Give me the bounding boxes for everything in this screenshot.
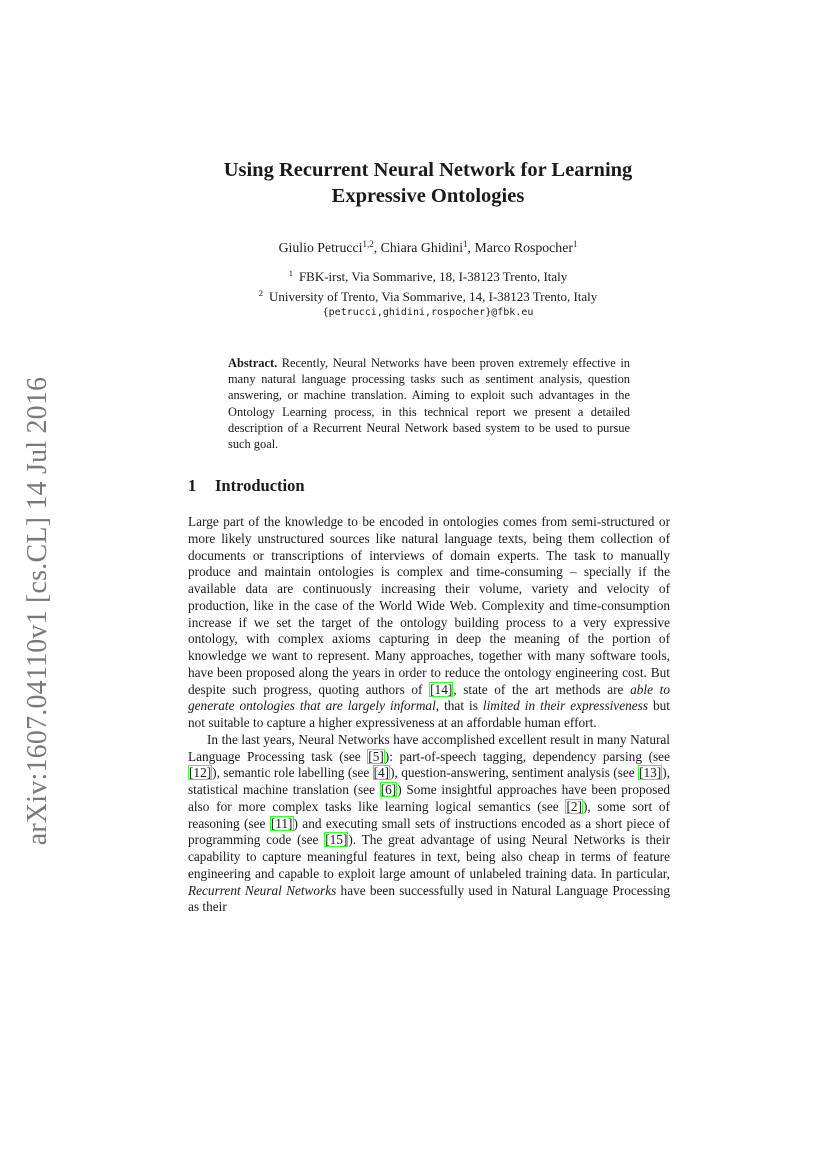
paragraph-2	[188, 732, 670, 916]
section-heading	[188, 476, 305, 496]
citation-link[interactable]: [5]	[368, 748, 384, 764]
emphasis: Recurrent Neural Networks	[188, 882, 337, 898]
text-run: ): part-of-speech tagging, dependency parsing (see	[384, 748, 670, 764]
affiliation-mark: 1	[288, 268, 293, 278]
abstract-label: Abstract.	[228, 356, 278, 370]
author-affil-mark: 1	[463, 239, 468, 249]
author-name: Giulio Petrucci	[278, 240, 363, 255]
citation-link[interactable]: [11]	[270, 815, 293, 831]
affiliation-mark: 2	[258, 288, 263, 298]
text-run: ), some sort of reasoning (see	[188, 798, 670, 831]
section-number: 1	[188, 476, 197, 495]
paragraph-1	[188, 514, 670, 732]
affiliation-1	[160, 265, 696, 285]
introduction-body	[188, 514, 670, 916]
text-run: In the last years, Neural Networks have accomplished excellent result in many Natural Language Processing task (see	[188, 731, 670, 764]
citation-link[interactable]: [12]	[189, 765, 212, 781]
text-run: ) Some insightful approaches have been proposed also for more complex tasks like learning logical semantics (see	[188, 782, 671, 814]
abstract-text: Recently, Neural Networks have been proven extremely effective in many natural language processing tasks such as sentiment analysis, question answering, or machine translation. Aiming to exploit such advantages in the Ontology Learning process, in this technical report we present a detailed description of a Recurrent Neural Network based system to be used to pursue such goal.	[228, 356, 630, 452]
text-run: , state of the art methods are	[453, 681, 631, 697]
text-run: ), question-answering, sentiment analysis (see	[390, 765, 639, 781]
affiliation-2	[160, 285, 696, 305]
author-separator: ,	[467, 240, 475, 255]
citation-link[interactable]: [15]	[325, 832, 348, 848]
author-affil-mark: 1,2	[362, 239, 374, 249]
text-run: ) and executing small sets of instructions encoded as a short piece of programming code (see	[188, 815, 670, 848]
text-run: but not suitable to capture a higher expressiveness at an affordable human effort.	[188, 698, 670, 730]
text-run: ). The great advantage of using Neural Networks is their capability to capture meaningful features in text, being also cheap in terms of feature engineering and capable to exploit large amount of unlabeled training data. In particular,	[188, 832, 671, 881]
abstract	[228, 355, 630, 452]
arxiv-identifier: arXiv:1607.04110v1 [cs.CL] 14 Jul 2016	[22, 376, 53, 846]
text-run: Large part of the knowledge to be encoded in ontologies comes from semi-structured or more likely unstructured sources like natural language texts, being them collection of documents or transcriptions of interviews of domain experts. The task to manually produce and maintain ontologies is complex and time-consuming – specially if the available data are continuously increasing their volume, variety and velocity of production, like in the case of the World Wide Web. Complexity and time-consumption increase if we set the target of the ontology building process to a very expressive ontology, with complex axioms capturing in deep the meaning of the portion of knowledge we want to represent. Many approaches, together with many software tools, have been proposed along the years in order to reduce the ontology engineering cost. But despite such progress, quoting authors of	[188, 514, 670, 697]
affiliations	[160, 265, 696, 321]
citation-link[interactable]: [2]	[566, 798, 582, 814]
text-run: ), semantic role labelling (see	[212, 765, 373, 781]
text-run: ), statistical machine translation (see	[188, 765, 670, 797]
text-run: have been successfully used in Natural Language Processing as their	[188, 882, 670, 915]
author-name: Chiara Ghidini	[380, 240, 464, 255]
emphasis: able to generate ontologies that are largely informal	[188, 681, 670, 714]
affiliation-text: University of Trento, Via Sommarive, 14, I-38123 Trento, Italy	[268, 289, 598, 304]
author-name: Marco Rospocher	[474, 240, 573, 255]
author-list	[160, 236, 696, 256]
text-run: , that is	[435, 698, 483, 714]
emphasis: limited in their expressiveness	[482, 698, 649, 714]
author-emails: {petrucci,ghidini,rospocher}@fbk.eu	[322, 307, 534, 318]
citation-link[interactable]: [13]	[639, 765, 662, 781]
citation-link[interactable]: [6]	[380, 782, 397, 797]
section-title: Introduction	[215, 476, 305, 495]
title-line-1: Using Recurrent Neural Network for Learning	[223, 159, 633, 181]
citation-link[interactable]: [14]	[430, 681, 453, 697]
arxiv-stamp	[18, 375, 58, 847]
author-separator: ,	[373, 240, 381, 255]
citation-link[interactable]: [4]	[373, 765, 390, 781]
paper-title	[160, 157, 696, 209]
author-affil-mark: 1	[572, 239, 578, 249]
title-line-2: Expressive Ontologies	[331, 185, 525, 207]
affiliation-text: FBK-irst, Via Sommarive, 18, I-38123 Trento, Italy	[298, 269, 568, 284]
